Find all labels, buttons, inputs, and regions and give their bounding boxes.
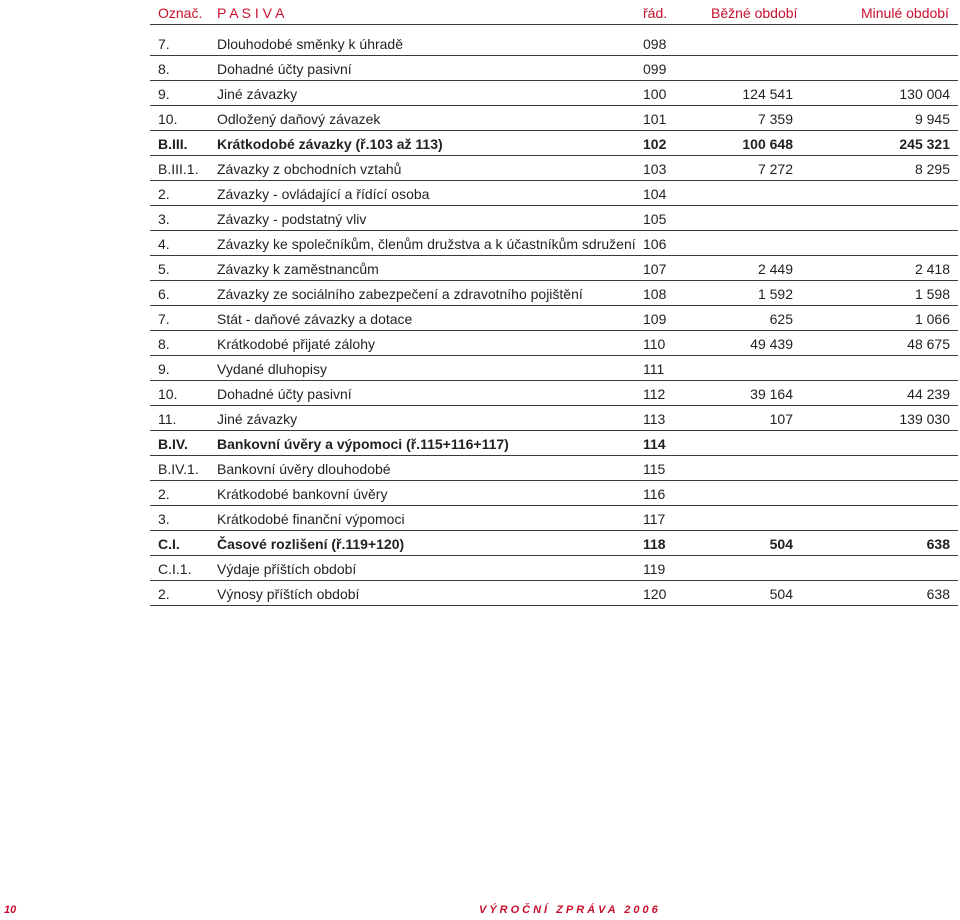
table-row — [150, 556, 958, 581]
row-bezne-obdobi: 39 164 — [750, 386, 793, 402]
row-radek: 116 — [643, 486, 666, 502]
row-minule-obdobi: 245 321 — [899, 136, 950, 152]
row-radek: 106 — [643, 236, 667, 252]
row-oznaceni: 9. — [158, 86, 170, 102]
row-oznaceni: B.III. — [158, 136, 188, 152]
table-row — [150, 206, 958, 231]
page-number: 10 — [4, 904, 17, 916]
row-oznaceni: 7. — [158, 311, 170, 327]
table-row — [150, 106, 958, 131]
row-minule-obdobi: 1 598 — [914, 286, 950, 302]
table-row — [150, 381, 958, 406]
row-name: Odložený daňový závazek — [217, 111, 381, 127]
row-minule-obdobi: 1 066 — [914, 311, 950, 327]
row-name: Časové rozlišení (ř.119+120) — [217, 536, 405, 552]
row-name: Závazky ze sociálního zabezpečení a zdravotního pojištění — [217, 286, 583, 302]
row-bezne-obdobi: 107 — [769, 411, 793, 427]
table-header-row — [150, 0, 958, 25]
row-oznaceni: 10. — [158, 386, 178, 402]
row-bezne-obdobi: 504 — [769, 536, 793, 552]
table-row — [150, 281, 958, 306]
row-oznaceni: 3. — [158, 211, 170, 227]
table-row — [150, 306, 958, 331]
row-name: Stát - daňové závazky a dotace — [217, 311, 413, 327]
row-name: Dohadné účty pasivní — [217, 61, 352, 77]
table-row — [150, 506, 958, 531]
row-name: Bankovní úvěry dlouhodobé — [217, 461, 391, 477]
row-bezne-obdobi: 49 439 — [750, 336, 793, 352]
row-minule-obdobi: 638 — [926, 586, 950, 602]
row-radek: 109 — [643, 311, 667, 327]
table-row — [150, 181, 958, 206]
row-oznaceni: 2. — [158, 586, 170, 602]
row-bezne-obdobi: 124 541 — [742, 86, 793, 102]
table-row — [150, 331, 958, 356]
row-bezne-obdobi: 1 592 — [757, 286, 793, 302]
row-oznaceni: 3. — [158, 511, 170, 527]
row-radek: 115 — [643, 461, 666, 477]
row-oznaceni: C.I.1. — [158, 561, 192, 577]
row-radek: 101 — [643, 111, 667, 127]
row-radek: 102 — [643, 136, 667, 152]
row-radek: 117 — [643, 511, 666, 527]
header-oznac: Označ. — [158, 5, 203, 21]
table-row — [150, 131, 958, 156]
row-bezne-obdobi: 625 — [769, 311, 793, 327]
row-oznaceni: 4. — [158, 236, 170, 252]
row-oznaceni: 5. — [158, 261, 170, 277]
row-oznaceni: 9. — [158, 361, 170, 377]
row-name: Závazky - ovládající a řídící osoba — [217, 186, 430, 202]
row-radek: 119 — [643, 561, 666, 577]
row-name: Dlouhodobé směnky k úhradě — [217, 36, 404, 52]
row-minule-obdobi: 9 945 — [914, 111, 950, 127]
row-name: Závazky k zaměstnancům — [217, 261, 379, 277]
row-oznaceni: B.III.1. — [158, 161, 199, 177]
row-name: Krátkodobé finanční výpomoci — [217, 511, 405, 527]
row-minule-obdobi: 139 030 — [899, 411, 950, 427]
balance-sheet-table — [150, 0, 958, 606]
table-row — [150, 356, 958, 381]
row-radek: 120 — [643, 586, 667, 602]
row-radek: 112 — [643, 386, 666, 402]
table-row — [150, 431, 958, 456]
row-name: Vydané dluhopisy — [217, 361, 328, 377]
row-oznaceni: 6. — [158, 286, 170, 302]
row-radek: 105 — [643, 211, 667, 227]
row-oznaceni: 2. — [158, 486, 170, 502]
row-radek: 100 — [643, 86, 667, 102]
row-oznaceni: B.IV.1. — [158, 461, 199, 477]
row-radek: 113 — [643, 411, 666, 427]
header-rad: řád. — [643, 5, 668, 21]
header-bezne-obdobi: Běžné období — [711, 5, 798, 21]
row-radek: 098 — [643, 36, 667, 52]
row-name: Krátkodobé bankovní úvěry — [217, 486, 388, 502]
table-row — [150, 231, 958, 256]
header-minule-obdobi: Minulé období — [861, 5, 949, 21]
row-name: Krátkodobé závazky (ř.103 až 113) — [217, 136, 443, 152]
row-oznaceni: 8. — [158, 61, 170, 77]
page-footer — [0, 900, 960, 920]
row-name: Jiné závazky — [217, 86, 298, 102]
table-row — [150, 56, 958, 81]
row-name: Dohadné účty pasivní — [217, 386, 352, 402]
row-minule-obdobi: 130 004 — [899, 86, 950, 102]
report-title: VÝROČNÍ ZPRÁVA 2006 — [479, 904, 661, 916]
table-body — [150, 25, 958, 606]
row-radek: 110 — [643, 336, 666, 352]
row-bezne-obdobi: 504 — [769, 586, 793, 602]
row-name: Závazky - podstatný vliv — [217, 211, 367, 227]
row-minule-obdobi: 48 675 — [907, 336, 950, 352]
table-row — [150, 81, 958, 106]
row-oznaceni: B.IV. — [158, 436, 188, 452]
row-radek: 118 — [643, 536, 666, 552]
row-name: Závazky ke společníkům, členům družstva a k účastníkům sdružení — [217, 236, 636, 252]
row-bezne-obdobi: 7 272 — [757, 161, 793, 177]
row-oznaceni: 8. — [158, 336, 170, 352]
row-oznaceni: 11. — [158, 411, 177, 427]
row-radek: 103 — [643, 161, 667, 177]
row-name: Závazky z obchodních vztahů — [217, 161, 402, 177]
row-bezne-obdobi: 100 648 — [742, 136, 793, 152]
table-row — [150, 481, 958, 506]
row-oznaceni: C.I. — [158, 536, 180, 552]
table-row — [150, 456, 958, 481]
row-minule-obdobi: 8 295 — [914, 161, 950, 177]
row-name: Výdaje příštích období — [217, 561, 357, 577]
row-minule-obdobi: 638 — [926, 536, 950, 552]
row-name: Jiné závazky — [217, 411, 298, 427]
table-row — [150, 531, 958, 556]
row-radek: 108 — [643, 286, 667, 302]
row-bezne-obdobi: 2 449 — [757, 261, 793, 277]
row-oznaceni: 2. — [158, 186, 170, 202]
table-row — [150, 256, 958, 281]
row-radek: 107 — [643, 261, 667, 277]
row-name: Krátkodobé přijaté zálohy — [217, 336, 375, 352]
table-row — [150, 25, 958, 56]
row-minule-obdobi: 2 418 — [914, 261, 950, 277]
row-radek: 111 — [643, 361, 665, 377]
row-oznaceni: 7. — [158, 36, 170, 52]
row-name: Bankovní úvěry a výpomoci (ř.115+116+117) — [217, 436, 509, 452]
row-radek: 114 — [643, 436, 666, 452]
header-pasiva: P A S I V A — [217, 5, 285, 21]
row-oznaceni: 10. — [158, 111, 178, 127]
row-radek: 099 — [643, 61, 667, 77]
row-radek: 104 — [643, 186, 667, 202]
row-bezne-obdobi: 7 359 — [757, 111, 793, 127]
row-minule-obdobi: 44 239 — [907, 386, 950, 402]
row-name: Výnosy příštích období — [217, 586, 360, 602]
table-row — [150, 406, 958, 431]
table-row — [150, 581, 958, 606]
table-row — [150, 156, 958, 181]
